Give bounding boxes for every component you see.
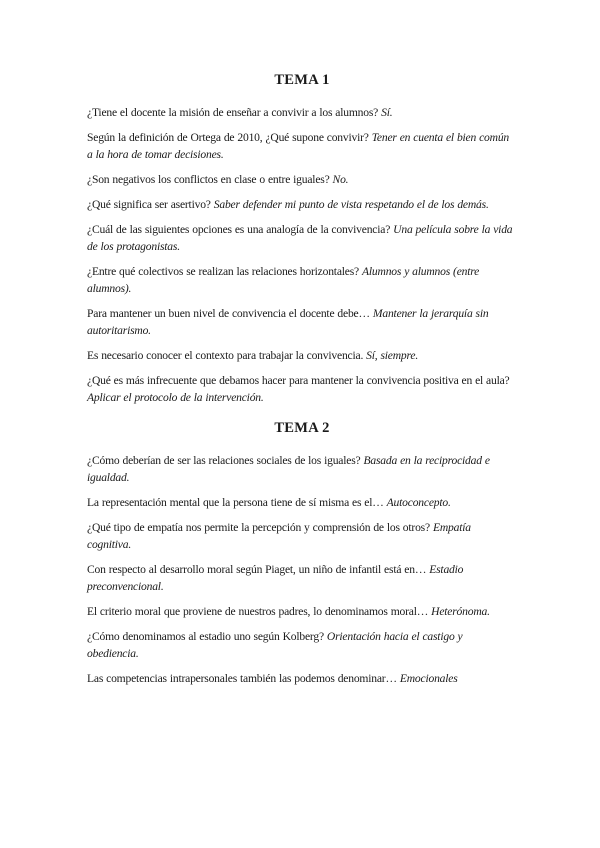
question-text: Para mantener un buen nivel de convivencia el docente debe… [87, 307, 373, 320]
answer-text: Sí. [381, 106, 393, 119]
question-text: El criterio moral que proviene de nuestros padres, lo denominamos moral… [87, 605, 432, 618]
answer-text: Emocionales [399, 672, 458, 685]
answer-text: Sí, siempre. [366, 349, 419, 362]
qa-item [87, 561, 517, 595]
answer-text: Orientación hacia el castigo y obediencia. [87, 630, 463, 660]
question-text: ¿Cómo deberían de ser las relaciones sociales de los iguales? [87, 454, 364, 467]
qa-item [87, 196, 517, 213]
question-text: ¿Qué es más infrecuente que debamos hacer para mantener la convivencia positiva en el aula? [87, 374, 510, 387]
answer-text: Heterónoma. [431, 605, 490, 618]
qa-item [87, 372, 517, 406]
answer-text: Empatía cognitiva. [87, 521, 471, 551]
question-text: ¿Qué tipo de empatía nos permite la percepción y comprensión de los otros? [87, 521, 433, 534]
answer-text: Estadio preconvencional. [87, 563, 464, 593]
question-text: ¿Qué significa ser asertivo? [87, 198, 214, 211]
qa-item [87, 221, 517, 255]
qa-item [87, 494, 517, 511]
qa-item [87, 519, 517, 553]
answer-text: Saber defender mi punto de vista respetando el de los demás. [213, 198, 489, 211]
question-text: Es necesario conocer el contexto para trabajar la convivencia. [87, 349, 367, 362]
answer-text: No. [332, 173, 349, 186]
document-content [87, 70, 517, 695]
section-title-tema-1: TEMA 1 [274, 72, 330, 88]
question-text: ¿Cómo denominamos al estadio uno según Kolberg? [87, 630, 327, 643]
section-title-tema-2: TEMA 2 [274, 420, 330, 436]
answer-text: Basada en la reciprocidad e igualdad. [87, 454, 490, 484]
question-text: ¿Entre qué colectivos se realizan las relaciones horizontales? [87, 265, 363, 278]
answer-text: Aplicar el protocolo de la intervención. [87, 391, 264, 404]
question-text: Las competencias intrapersonales también las podemos denominar… [87, 672, 400, 685]
qa-item [87, 670, 517, 687]
qa-item [87, 347, 517, 364]
answer-text: Tener en cuenta el bien común a la hora de tomar decisiones. [87, 131, 510, 161]
qa-item [87, 104, 517, 121]
qa-item [87, 628, 517, 662]
answer-text: Una película sobre la vida de los protagonistas. [87, 223, 513, 253]
qa-item [87, 263, 517, 297]
question-text: ¿Son negativos los conflictos en clase o entre iguales? [87, 173, 333, 186]
answer-text: Alumnos y alumnos (entre alumnos). [87, 265, 480, 295]
question-text: La representación mental que la persona tiene de sí misma es el… [87, 496, 387, 509]
answer-text: Mantener la jerarquía sin autoritarismo. [87, 307, 489, 337]
question-text: ¿Cuál de las siguientes opciones es una analogía de la convivencia? [87, 223, 394, 236]
qa-item [87, 452, 517, 486]
question-text: Según la definición de Ortega de 2010, ¿Qué supone convivir? [87, 131, 372, 144]
answer-text: Autoconcepto. [386, 496, 451, 509]
qa-item [87, 171, 517, 188]
question-text: Con respecto al desarrollo moral según Piaget, un niño de infantil está en… [87, 563, 430, 576]
qa-item [87, 603, 517, 620]
question-text: ¿Tiene el docente la misión de enseñar a convivir a los alumnos? [87, 106, 382, 119]
qa-item [87, 129, 517, 163]
qa-item [87, 305, 517, 339]
